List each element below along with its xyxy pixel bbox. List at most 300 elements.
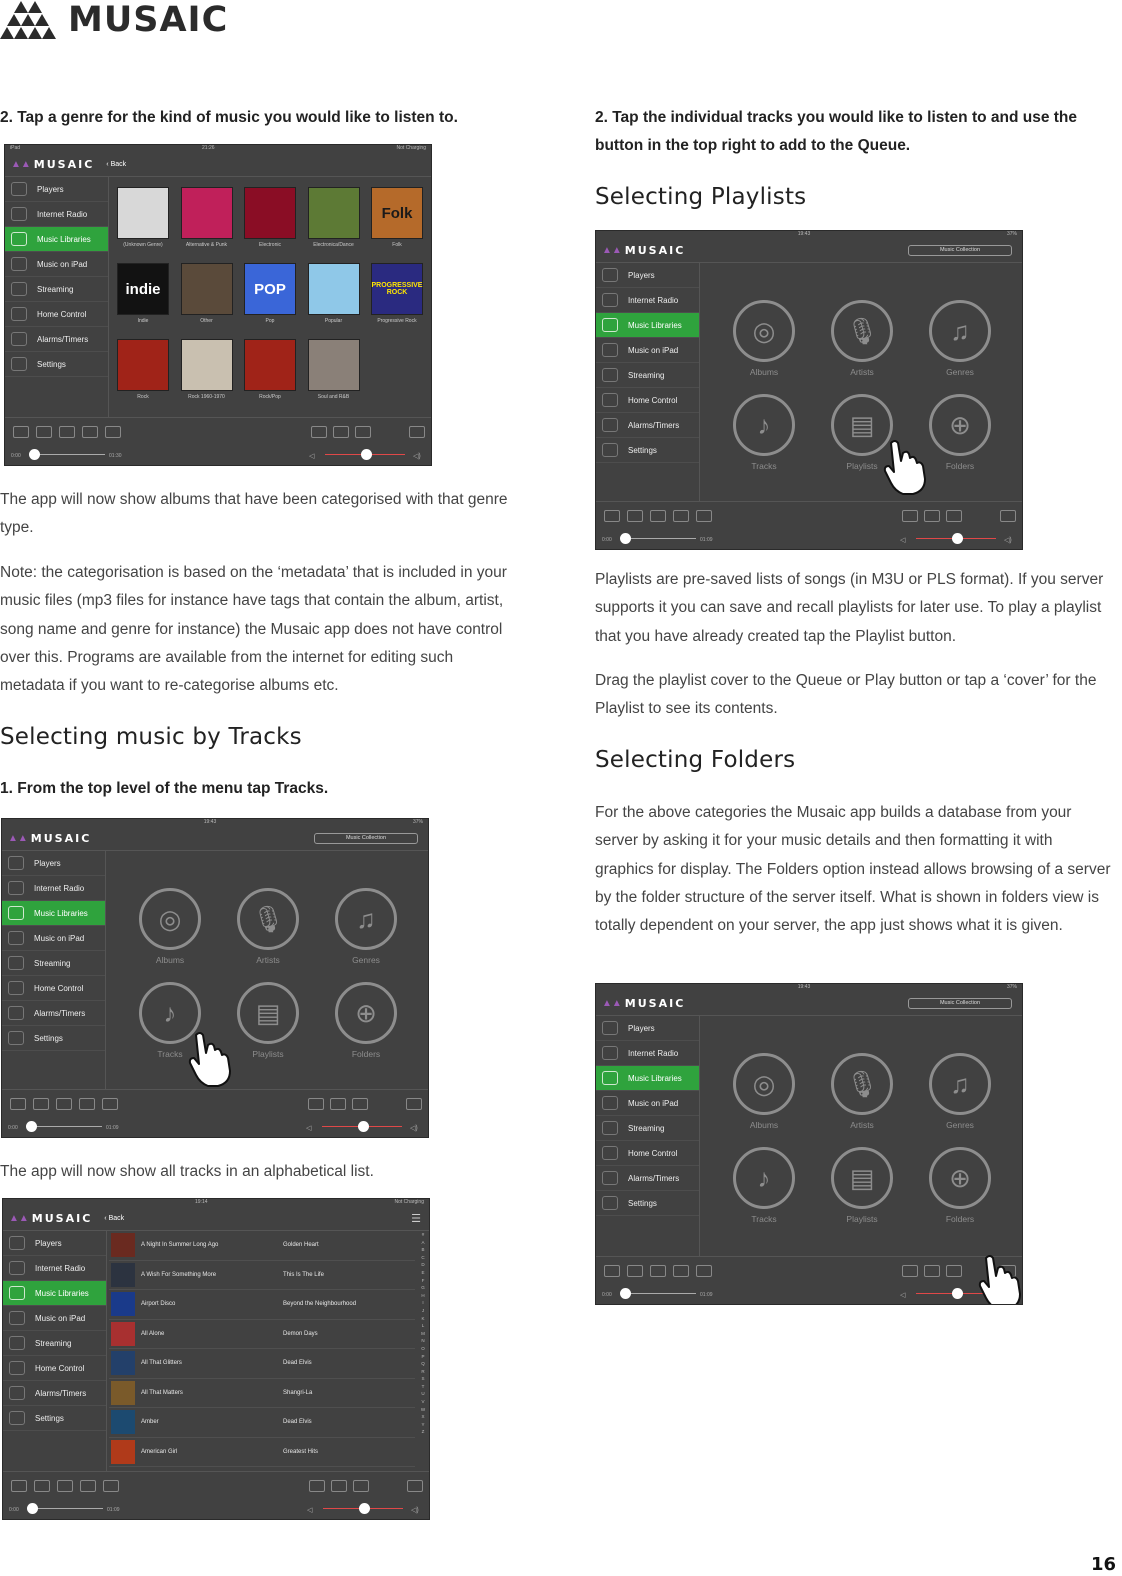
music-on-ipad-icon — [9, 1311, 25, 1325]
alphabet-letter[interactable]: S — [421, 1376, 425, 1382]
track-album: Beyond the Neighbourhood — [283, 1301, 357, 1307]
genre-cover[interactable] — [244, 187, 296, 239]
folders-category-icon[interactable]: ⊕ — [929, 394, 991, 456]
genres-category-label: Genres — [946, 1120, 974, 1130]
nav-item-internet-radio[interactable] — [3, 1256, 106, 1281]
nav-item-settings[interactable] — [2, 1026, 105, 1051]
pointing-hand-icon — [881, 439, 929, 495]
volume-low-icon: ◁ — [900, 537, 906, 544]
nav-item-label: Internet Radio — [34, 883, 85, 893]
genre-cover[interactable] — [117, 187, 169, 239]
artists-category-icon[interactable]: 🎙 — [831, 300, 893, 362]
power-icon[interactable] — [1000, 510, 1016, 522]
alarms-timers-icon — [11, 332, 27, 346]
genre-cover-text: PROGRESSIVE ROCK — [371, 282, 423, 296]
nav-item-label: Alarms/Timers — [628, 420, 680, 430]
playlists-category-label: Playlists — [846, 1214, 878, 1224]
track-title: Amber — [141, 1419, 159, 1425]
stop-icon[interactable] — [56, 1098, 72, 1110]
stop-icon[interactable] — [59, 426, 75, 438]
genre-cover[interactable] — [244, 339, 296, 391]
previous-icon[interactable] — [10, 1098, 26, 1110]
queue-icon[interactable] — [696, 1265, 712, 1277]
time-start: 0:00 — [8, 1125, 18, 1131]
nav-item-settings[interactable] — [5, 352, 108, 377]
nav-item-home-control[interactable] — [2, 976, 105, 1001]
queue-icon[interactable] — [103, 1480, 119, 1492]
tracks-category-icon[interactable]: ♪ — [733, 394, 795, 456]
nav-item-label: Music Libraries — [34, 908, 88, 918]
stop-icon[interactable] — [650, 1265, 666, 1277]
next-icon[interactable] — [36, 426, 52, 438]
brand-wordmark: MUSAIC — [68, 0, 229, 40]
sidebar — [2, 851, 106, 1089]
time-start: 0:00 — [602, 537, 612, 543]
track-row[interactable] — [109, 1438, 415, 1468]
alphabet-letter[interactable]: K — [421, 1315, 425, 1321]
alphabet-letter[interactable]: J — [421, 1307, 425, 1313]
nav-item-label: Home Control — [628, 395, 678, 405]
progress-knob[interactable] — [27, 1503, 38, 1514]
genres-category-label: Genres — [352, 955, 380, 965]
nav-item-alarms-timers[interactable] — [2, 1001, 105, 1026]
previous-icon[interactable] — [13, 426, 29, 438]
nav-item-streaming[interactable] — [5, 277, 108, 302]
nav-item-label: Settings — [35, 1413, 64, 1423]
nav-item-label: Internet Radio — [35, 1263, 86, 1273]
internet-radio-icon — [8, 881, 24, 895]
nav-item-music-on-ipad[interactable] — [3, 1306, 106, 1331]
sidebar — [596, 1016, 700, 1256]
tracks-screenshot — [2, 1198, 430, 1520]
volume-knob[interactable] — [952, 533, 963, 544]
nav-item-players[interactable] — [596, 263, 699, 288]
track-title: All That Glitters — [141, 1360, 182, 1366]
nav-item-label: Players — [37, 184, 64, 194]
folders-category-label: Folders — [351, 1049, 381, 1059]
repeat-icon[interactable] — [330, 1098, 346, 1110]
genre-cover[interactable] — [308, 187, 360, 239]
track-title: Airport Disco — [141, 1301, 176, 1307]
music-on-ipad-icon — [602, 1096, 618, 1110]
nav-item-label: Music on iPad — [34, 933, 85, 943]
transport-bar — [3, 1471, 429, 1519]
transport-bar — [2, 1089, 428, 1137]
alarms-timers-icon — [9, 1386, 25, 1400]
playlists-category-icon[interactable]: ▤ — [831, 394, 893, 456]
queue-icon[interactable] — [105, 426, 121, 438]
track-row[interactable] — [109, 1320, 415, 1350]
alphabet-letter[interactable]: V — [421, 1399, 425, 1405]
volume-knob[interactable] — [361, 449, 372, 460]
next-icon[interactable] — [627, 1265, 643, 1277]
repeat-icon[interactable] — [924, 510, 940, 522]
genre-label: Folk — [392, 242, 402, 248]
volume-high-icon: ◁) — [410, 1125, 418, 1132]
genre-cover-text: POP — [254, 280, 286, 298]
genre-cover[interactable] — [181, 187, 233, 239]
volume-knob[interactable] — [359, 1503, 370, 1514]
alphabet-letter[interactable]: O — [421, 1345, 425, 1351]
genre-label: Indie — [137, 318, 149, 324]
play-pause-icon[interactable] — [82, 426, 98, 438]
alphabet-letter[interactable]: H — [421, 1292, 425, 1298]
heading-playlists: Selecting Playlists — [595, 184, 807, 210]
alphabet-letter[interactable]: E — [421, 1269, 425, 1275]
nav-item-music-libraries[interactable] — [596, 1066, 699, 1091]
home-control-icon — [8, 981, 24, 995]
alphabet-letter[interactable]: B — [421, 1247, 425, 1253]
nav-item-music-on-ipad[interactable] — [2, 926, 105, 951]
para-playlists-1: Playlists are pre-saved lists of songs (in M3U or PLS format). If you server supports it you can save and recall playlists for later use. To play a playlist that you have already created tap the Playlist button. — [595, 571, 1104, 645]
genre-label: (Unknown Genre) — [123, 242, 163, 248]
back-button[interactable]: ‹ Back — [106, 161, 127, 168]
nav-item-music-on-ipad[interactable] — [5, 252, 108, 277]
back-button[interactable]: ‹ Back — [104, 1215, 125, 1222]
nav-item-home-control[interactable] — [596, 388, 699, 413]
alphabet-letter[interactable]: F — [421, 1277, 425, 1283]
app-top-bar — [2, 827, 428, 851]
nav-item-label: Music on iPad — [628, 1098, 679, 1108]
playlists-category-label: Playlists — [252, 1049, 284, 1059]
time-start: 0:00 — [11, 453, 21, 459]
nav-item-settings[interactable] — [3, 1406, 106, 1431]
nav-item-music-libraries[interactable] — [2, 901, 105, 926]
para-tracks: The app will now show all tracks in an alphabetical list. — [0, 1163, 374, 1180]
alphabet-letter[interactable]: R — [421, 1368, 425, 1374]
next-icon[interactable] — [627, 510, 643, 522]
next-icon[interactable] — [34, 1480, 50, 1492]
app-top-bar — [596, 992, 1022, 1016]
app-logo: MUSAIC — [30, 832, 92, 845]
nav-item-internet-radio[interactable] — [596, 1041, 699, 1066]
genre-cover[interactable] — [371, 187, 423, 239]
track-row[interactable] — [109, 1261, 415, 1291]
genre-label: Popular — [324, 318, 343, 324]
shuffle-icon[interactable] — [902, 1265, 918, 1277]
app-logo: MUSAIC — [33, 158, 95, 171]
app-logo-icon: ▲▲ — [11, 159, 31, 170]
nav-item-music-libraries[interactable] — [3, 1281, 106, 1306]
nav-item-label: Players — [34, 858, 61, 868]
time-end: 01:09 — [700, 1292, 713, 1298]
music-collection-selector[interactable]: Music Collection — [908, 245, 1012, 256]
artists-category-label: Artists — [850, 367, 874, 377]
nav-item-label: Settings — [34, 1033, 63, 1043]
brand-header — [0, 0, 228, 40]
categories-screenshot-playlists — [595, 230, 1023, 550]
previous-icon[interactable] — [11, 1480, 27, 1492]
artists-category-icon[interactable]: 🎙 — [831, 1053, 893, 1115]
nav-item-home-control[interactable] — [5, 302, 108, 327]
home-control-icon — [9, 1361, 25, 1375]
status-bar: 19:14 Not Charging — [195, 1199, 424, 1205]
nav-item-label: Music Libraries — [628, 1073, 682, 1083]
genre-cover[interactable] — [117, 263, 169, 315]
transport-bar — [596, 1256, 1022, 1304]
queue-icon[interactable] — [102, 1098, 118, 1110]
mute-icon[interactable] — [946, 1265, 962, 1277]
nav-item-streaming[interactable] — [596, 1116, 699, 1141]
progress-slider[interactable] — [626, 1293, 696, 1294]
track-album: Dead Elvis — [283, 1360, 312, 1366]
next-icon[interactable] — [33, 1098, 49, 1110]
nav-item-streaming[interactable] — [3, 1331, 106, 1356]
playlists-category-icon[interactable]: ▤ — [237, 982, 299, 1044]
pointing-hand-icon — [976, 1254, 1023, 1305]
previous-icon[interactable] — [604, 510, 620, 522]
volume-low-icon: ◁ — [307, 1507, 313, 1514]
album-art — [111, 1292, 135, 1316]
folders-category-icon[interactable]: ⊕ — [335, 982, 397, 1044]
power-icon[interactable] — [407, 1480, 423, 1492]
track-row[interactable] — [109, 1379, 415, 1409]
nav-item-label: Streaming — [37, 284, 74, 294]
alphabet-letter[interactable]: T — [421, 1383, 425, 1389]
alphabet-letter[interactable]: N — [421, 1338, 425, 1344]
progress-slider[interactable] — [626, 538, 696, 539]
tracks-category-label: Tracks — [751, 461, 777, 471]
track-album: Shangri-La — [283, 1389, 313, 1396]
nav-item-players[interactable] — [596, 1016, 699, 1041]
genre-cover[interactable] — [181, 263, 233, 315]
tracks-category-label: Tracks — [157, 1049, 183, 1059]
nav-item-players[interactable] — [3, 1231, 106, 1256]
nav-item-settings[interactable] — [596, 1191, 699, 1216]
alphabet-letter[interactable]: D — [421, 1262, 425, 1268]
nav-item-label: Home Control — [34, 983, 84, 993]
nav-item-streaming[interactable] — [2, 951, 105, 976]
nav-item-players[interactable] — [5, 177, 108, 202]
nav-item-music-libraries[interactable] — [5, 227, 108, 252]
tracks-category-icon[interactable]: ♪ — [139, 982, 201, 1044]
progress-slider[interactable] — [35, 454, 105, 455]
alphabet-letter[interactable]: C — [421, 1254, 425, 1260]
app-logo-icon: ▲▲ — [9, 1213, 29, 1224]
time-start: 0:00 — [602, 1292, 612, 1298]
track-row[interactable] — [109, 1408, 415, 1438]
streaming-icon — [9, 1336, 25, 1350]
alphabet-letter[interactable]: # — [421, 1232, 425, 1237]
volume-knob[interactable] — [358, 1121, 369, 1132]
mute-icon[interactable] — [355, 426, 371, 438]
nav-item-settings[interactable] — [596, 438, 699, 463]
nav-item-home-control[interactable] — [3, 1356, 106, 1381]
tracks-category-icon[interactable]: ♪ — [733, 1147, 795, 1209]
nav-item-alarms-timers[interactable] — [596, 1166, 699, 1191]
nav-item-music-on-ipad[interactable] — [596, 338, 699, 363]
genre-cover[interactable] — [308, 263, 360, 315]
shuffle-icon[interactable] — [308, 1098, 324, 1110]
repeat-icon[interactable] — [924, 1265, 940, 1277]
alphabet-letter[interactable]: Q — [421, 1361, 425, 1367]
transport-bar — [596, 501, 1022, 549]
genres-screenshot — [4, 144, 432, 466]
nav-item-streaming[interactable] — [596, 363, 699, 388]
app-logo: MUSAIC — [624, 244, 686, 257]
genre-cover[interactable] — [181, 339, 233, 391]
track-album: Dead Elvis — [283, 1419, 312, 1425]
nav-item-alarms-timers[interactable] — [596, 413, 699, 438]
track-title: All Alone — [141, 1330, 165, 1337]
alphabet-letter[interactable]: L — [421, 1323, 425, 1329]
para-folders: For the above categories the Musaic app builds a database from your server by asking it for your music details and then formatting it with graphics for display. The Folders option instead allows browsing of a server by the folder structure of the server itself. What is shown in folders view is totally dependent on your server, the app just shows what it is given. — [595, 804, 1111, 935]
genre-label: Soul and R&B — [317, 394, 350, 400]
nav-item-label: Streaming — [35, 1338, 72, 1348]
nav-item-label: Music Libraries — [35, 1288, 89, 1298]
mute-icon[interactable] — [352, 1098, 368, 1110]
genre-cover[interactable] — [117, 339, 169, 391]
alphabet-letter[interactable]: M — [421, 1330, 425, 1336]
home-control-icon — [602, 1146, 618, 1160]
nav-item-alarms-timers[interactable] — [5, 327, 108, 352]
nav-item-home-control[interactable] — [596, 1141, 699, 1166]
albums-category-icon[interactable]: ◎ — [139, 888, 201, 950]
genre-cover-text: indie — [125, 280, 161, 298]
nav-item-music-on-ipad[interactable] — [596, 1091, 699, 1116]
genre-cover[interactable] — [308, 339, 360, 391]
alarms-timers-icon — [602, 418, 618, 432]
nav-item-label: Music on iPad — [37, 259, 88, 269]
heading-folders: Selecting Folders — [595, 747, 796, 773]
genres-category-icon[interactable]: ♫ — [929, 300, 991, 362]
step-tracks: 1. From the top level of the menu tap Tracks. — [0, 780, 329, 797]
progress-knob[interactable] — [620, 1288, 631, 1299]
sidebar — [3, 1231, 107, 1471]
stop-icon[interactable] — [57, 1480, 73, 1492]
alphabet-letter[interactable]: W — [420, 1406, 426, 1412]
play-pause-icon[interactable] — [673, 1265, 689, 1277]
nav-item-label: Settings — [37, 359, 66, 369]
shuffle-icon[interactable] — [309, 1480, 325, 1492]
time-start: 0:00 — [9, 1507, 19, 1513]
progress-knob[interactable] — [620, 533, 631, 544]
nav-item-internet-radio[interactable] — [596, 288, 699, 313]
nav-item-label: Music on iPad — [628, 345, 679, 355]
track-title: A Night In Summer Long Ago — [141, 1242, 219, 1248]
genre-label: Rock/Pop — [259, 394, 281, 400]
music-on-ipad-icon — [602, 343, 618, 357]
alphabet-index[interactable] — [420, 1231, 426, 1436]
players-icon — [9, 1236, 25, 1250]
nav-item-alarms-timers[interactable] — [3, 1381, 106, 1406]
album-art — [111, 1351, 135, 1375]
app-logo-icon: ▲▲ — [602, 245, 622, 256]
mute-icon[interactable] — [946, 510, 962, 522]
playlists-category-icon[interactable]: ▤ — [831, 1147, 893, 1209]
volume-low-icon: ◁ — [306, 1125, 312, 1132]
artists-category-label: Artists — [256, 955, 280, 965]
nav-item-label: Streaming — [34, 958, 71, 968]
nav-item-label: Players — [35, 1238, 62, 1248]
music-libraries-icon — [602, 318, 618, 332]
genres-category-icon[interactable]: ♫ — [929, 1053, 991, 1115]
nav-item-label: Home Control — [35, 1363, 85, 1373]
music-libraries-icon — [9, 1286, 25, 1300]
alarms-timers-icon — [602, 1171, 618, 1185]
sidebar — [596, 263, 700, 501]
folders-category-icon[interactable]: ⊕ — [929, 1147, 991, 1209]
nav-item-label: Players — [628, 1023, 655, 1033]
music-collection-selector[interactable]: Music Collection — [908, 998, 1012, 1009]
progress-knob[interactable] — [29, 449, 40, 460]
track-title: All That Matters — [141, 1389, 183, 1396]
power-icon[interactable] — [409, 426, 425, 438]
genre-label: Progressive Rock — [377, 318, 417, 324]
alphabet-letter[interactable]: Y — [421, 1421, 425, 1427]
volume-low-icon: ◁ — [900, 1292, 906, 1299]
music-collection-selector[interactable]: Music Collection — [314, 833, 418, 844]
nav-item-label: Internet Radio — [37, 209, 88, 219]
music-on-ipad-icon — [11, 257, 27, 271]
track-row[interactable] — [109, 1231, 415, 1261]
alphabet-letter[interactable]: U — [421, 1391, 425, 1397]
time-end: 01:09 — [107, 1507, 120, 1513]
albums-category-icon[interactable]: ◎ — [733, 1053, 795, 1115]
nav-item-music-libraries[interactable] — [596, 313, 699, 338]
home-control-icon — [602, 393, 618, 407]
albums-category-label: Albums — [155, 955, 185, 965]
alphabet-letter[interactable]: A — [421, 1239, 425, 1245]
artists-category-label: Artists — [850, 1120, 874, 1130]
previous-icon[interactable] — [604, 1265, 620, 1277]
genre-cover[interactable] — [371, 263, 423, 315]
alphabet-letter[interactable]: Z — [421, 1429, 425, 1435]
stop-icon[interactable] — [650, 510, 666, 522]
alphabet-letter[interactable]: X — [421, 1414, 425, 1420]
progress-slider[interactable] — [33, 1508, 103, 1509]
alphabet-letter[interactable]: P — [421, 1353, 425, 1359]
repeat-icon[interactable] — [333, 426, 349, 438]
shuffle-icon[interactable] — [902, 510, 918, 522]
power-icon[interactable] — [406, 1098, 422, 1110]
genre-label: Other — [200, 318, 213, 324]
add-to-queue-icon[interactable]: ☰ — [411, 1213, 421, 1225]
mute-icon[interactable] — [353, 1480, 369, 1492]
genre-label: Electronic — [259, 242, 281, 248]
play-pause-icon[interactable] — [80, 1480, 96, 1492]
album-art — [111, 1233, 135, 1257]
album-art — [111, 1263, 135, 1287]
music-libraries-icon — [602, 1071, 618, 1085]
progress-knob[interactable] — [26, 1121, 37, 1132]
nav-item-internet-radio[interactable] — [2, 876, 105, 901]
status-bar: 19:43 37% — [797, 231, 1017, 237]
repeat-icon[interactable] — [331, 1480, 347, 1492]
nav-item-label: Internet Radio — [628, 295, 679, 305]
play-pause-icon[interactable] — [673, 510, 689, 522]
progress-slider[interactable] — [32, 1126, 102, 1127]
genres-category-icon[interactable]: ♫ — [335, 888, 397, 950]
volume-knob[interactable] — [952, 1288, 963, 1299]
track-row[interactable] — [109, 1290, 415, 1320]
alarms-timers-icon — [8, 1006, 24, 1020]
alphabet-letter[interactable]: I — [422, 1300, 424, 1306]
albums-category-icon[interactable]: ◎ — [733, 300, 795, 362]
nav-item-internet-radio[interactable] — [5, 202, 108, 227]
shuffle-icon[interactable] — [311, 426, 327, 438]
track-album: Demon Days — [283, 1330, 318, 1337]
alphabet-letter[interactable]: G — [421, 1285, 425, 1291]
genre-cover[interactable] — [244, 263, 296, 315]
play-pause-icon[interactable] — [79, 1098, 95, 1110]
app-top-bar — [596, 239, 1022, 263]
artists-category-icon[interactable]: 🎙 — [237, 888, 299, 950]
nav-item-players[interactable] — [2, 851, 105, 876]
nav-item-label: Music on iPad — [35, 1313, 86, 1323]
track-row[interactable] — [109, 1349, 415, 1379]
queue-icon[interactable] — [696, 510, 712, 522]
